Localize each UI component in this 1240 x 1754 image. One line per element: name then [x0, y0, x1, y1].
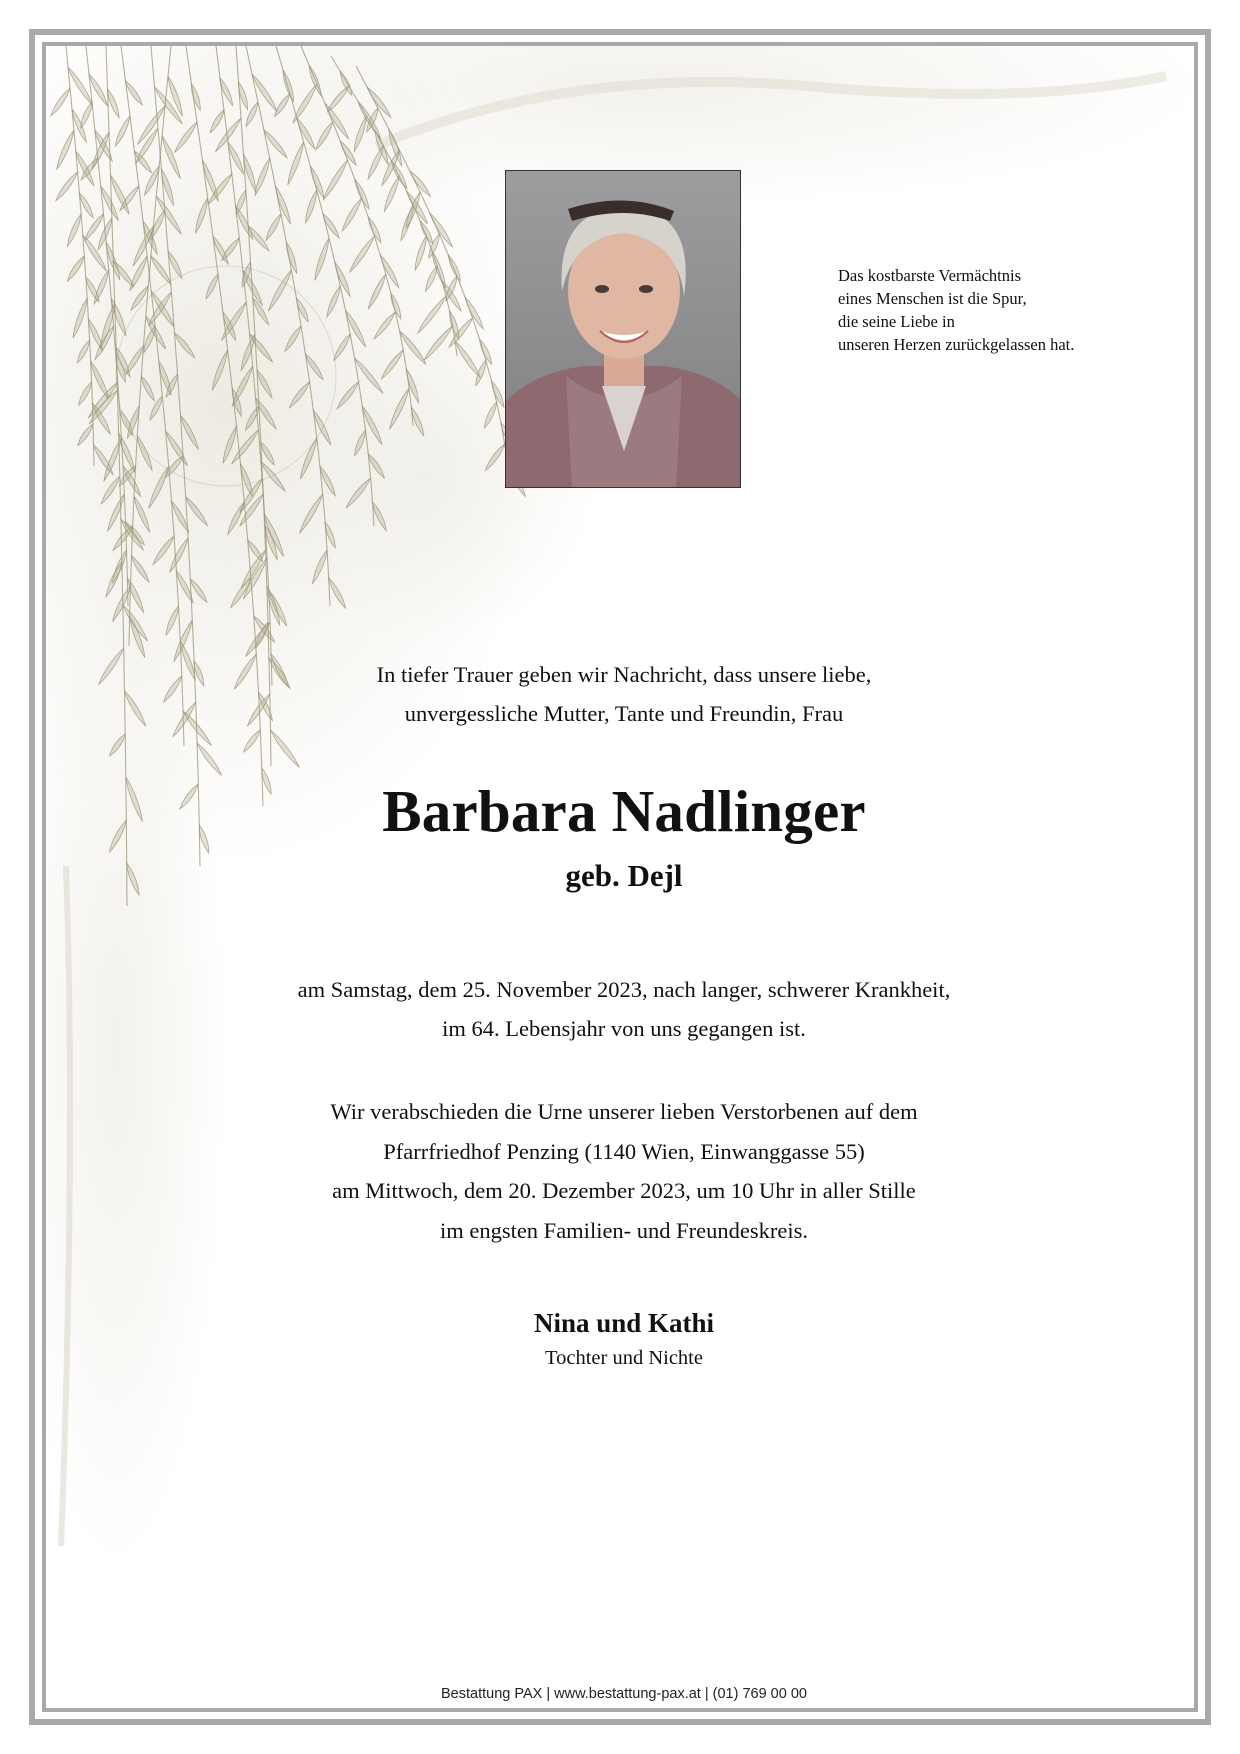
- birth-name: geb. Dejl: [565, 858, 683, 893]
- burial-details: [46, 1092, 1198, 1250]
- intro-line: In tiefer Trauer geben wir Nachricht, dass unsere liebe,: [376, 662, 872, 687]
- quote-line: eines Menschen ist die Spur,: [838, 289, 1027, 308]
- quote-line: unseren Herzen zurückgelassen hat.: [838, 335, 1075, 354]
- intro-text: [46, 655, 1198, 733]
- burial-line: am Mittwoch, dem 20. Dezember 2023, um 10 Uhr in aller Stille: [332, 1178, 916, 1203]
- inner-frame: [42, 42, 1198, 1712]
- burial-line: Wir verabschieden die Urne unserer lieben Verstorbenen auf dem: [330, 1099, 918, 1124]
- deceased-name: Barbara Nadlinger: [382, 778, 866, 844]
- quote-line: Das kostbarste Vermächtnis: [838, 266, 1021, 285]
- mourner-names: Nina und Kathi: [533, 1308, 715, 1338]
- funeral-home-footer: Bestattung PAX | www.bestattung-pax.at | (01) 769 00 00: [441, 1686, 807, 1702]
- burial-line: im engsten Familien- und Freundeskreis.: [439, 1217, 809, 1243]
- willow-branch: [115, 46, 211, 746]
- intro-line: unvergessliche Mutter, Tante und Freundin, Frau: [404, 701, 844, 726]
- willow-branch: [81, 46, 145, 612]
- quote-line: die seine Liebe in: [838, 312, 955, 331]
- memorial-quote: [838, 264, 1158, 356]
- portrait-photo: [505, 170, 741, 488]
- willow-branch: [246, 46, 346, 608]
- death-line: am Samstag, dem 25. November 2023, nach langer, schwerer Krankheit,: [297, 977, 951, 1002]
- mourner-relation: Tochter und Nichte: [545, 1347, 703, 1369]
- death-notice: [46, 970, 1198, 1048]
- death-line: im 64. Lebensjahr von uns gegangen ist.: [442, 1016, 806, 1041]
- burial-line: Pfarrfriedhof Penzing (1140 Wien, Einwanggasse 55): [383, 1138, 865, 1164]
